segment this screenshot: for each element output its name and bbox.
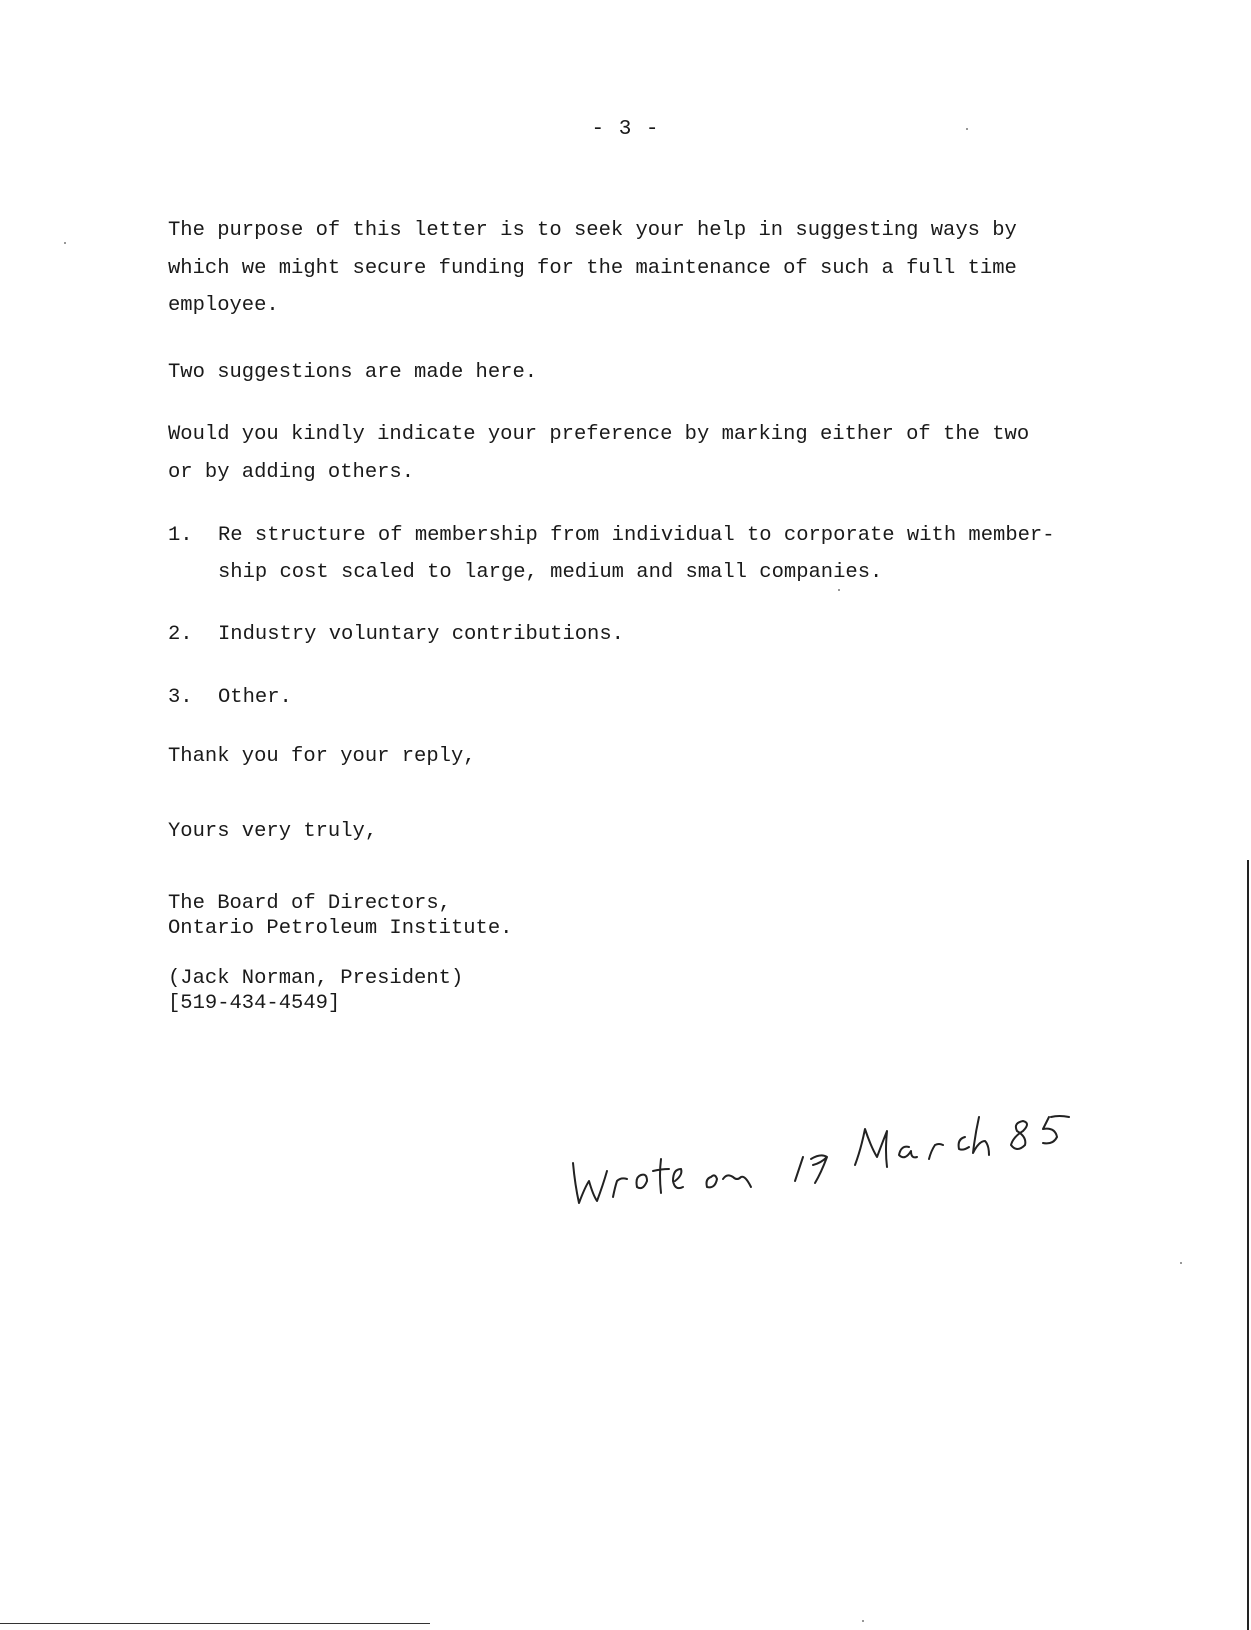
handwriting-stroke: [973, 1117, 989, 1155]
preference-paragraph: Would you kindly indicate your preference by marking either of the two or by adding others.: [168, 423, 1030, 484]
scan-speck: [966, 128, 968, 130]
signature-phone: [519-434-4549]: [168, 992, 341, 1015]
handwriting-stroke: [795, 1157, 803, 1181]
handwriting-stroke: [1043, 1117, 1057, 1143]
handwriting-stroke: [707, 1175, 752, 1187]
list-item-2: [168, 616, 1088, 656]
signature-institute: Ontario Petroleum Institute.: [168, 917, 513, 940]
list-item-1: [168, 517, 1088, 597]
scan-edge-right: [1247, 860, 1249, 1630]
handwriting-stroke: [1011, 1121, 1027, 1149]
handwriting-stroke: [573, 1163, 607, 1203]
handwriting-stroke: [637, 1175, 648, 1189]
list-number: 3.: [168, 686, 193, 709]
list-number: 2.: [168, 623, 193, 646]
list-text: Other.: [218, 686, 292, 709]
handwriting-stroke: [811, 1155, 827, 1183]
scan-edge-bottom: [0, 1623, 430, 1625]
list-text: Industry voluntary contributions.: [218, 623, 624, 646]
handwriting-stroke: [613, 1178, 627, 1197]
handwritten-note: [565, 1115, 1115, 1215]
purpose-paragraph: The purpose of this letter is to seek your help in suggesting ways by which we might secure funding for the maintenance of such a full time employee.: [168, 219, 1017, 317]
handwriting-stroke: [899, 1147, 917, 1158]
list-number: 1.: [168, 524, 193, 547]
signature-name: (Jack Norman, President): [168, 967, 464, 990]
handwriting-stroke: [673, 1169, 683, 1188]
scan-speck: [862, 1620, 864, 1622]
handwriting-stroke: [959, 1137, 969, 1150]
list-text: Re structure of membership from individual to corporate with member- ship cost scaled to large, medium and small companies.: [218, 524, 1055, 584]
valediction-line: Yours very truly,: [168, 820, 378, 843]
handwriting-stroke: [1051, 1116, 1069, 1117]
handwriting-stroke: [855, 1129, 887, 1167]
scan-speck: [64, 242, 66, 244]
thanks-line: Thank you for your reply,: [168, 745, 476, 768]
handwriting-stroke: [929, 1144, 943, 1159]
signature-board: The Board of Directors,: [168, 892, 451, 915]
list-item-3: [168, 679, 1088, 719]
handwriting-stroke: [653, 1159, 669, 1193]
scan-speck: [838, 589, 840, 591]
suggestions-paragraph: Two suggestions are made here.: [168, 361, 538, 384]
page-number: - 3 -: [591, 118, 660, 141]
scan-speck: [1180, 1262, 1182, 1264]
